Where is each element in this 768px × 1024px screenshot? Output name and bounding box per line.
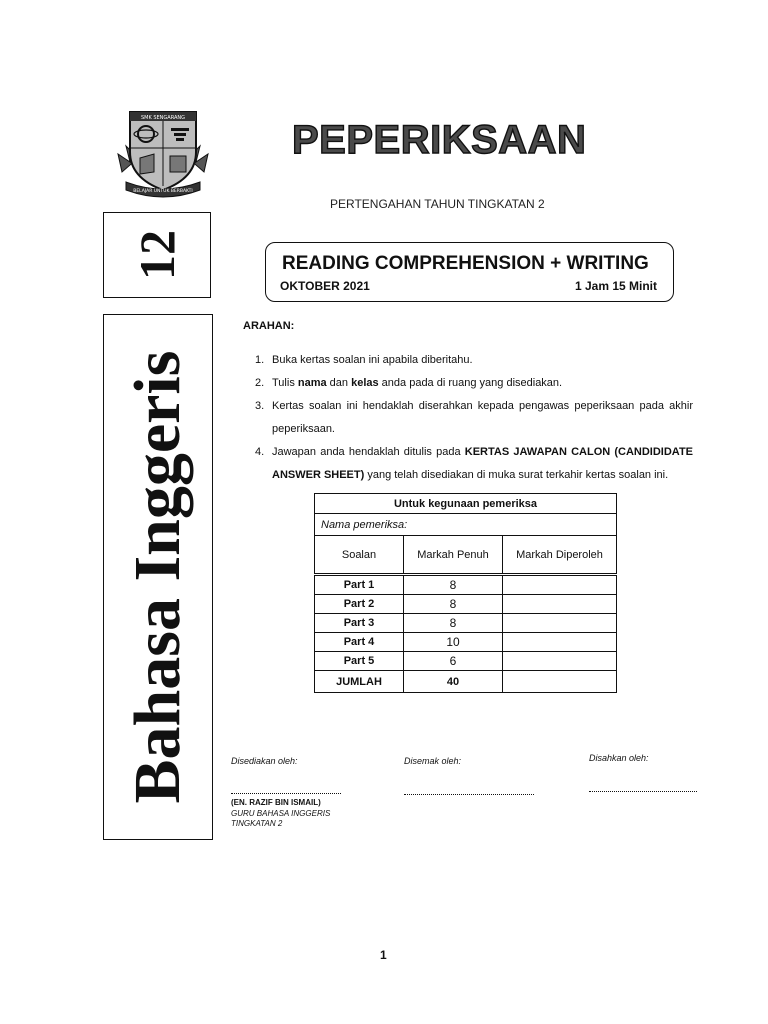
preparer-role-line: TINGKATAN 2 <box>231 819 283 828</box>
marks-obtained <box>503 614 617 633</box>
full-marks: 8 <box>404 614 503 633</box>
part-label: Part 3 <box>315 614 404 633</box>
instruction-text: dan <box>326 377 352 389</box>
instruction-item <box>255 372 693 395</box>
examiner-name-field: Nama pemeriksa: <box>315 514 617 536</box>
part-label: Part 4 <box>315 633 404 652</box>
instruction-bold-text: KERTAS JAWAPAN CALON (CANDIDIDATE ANSWER SHEET) <box>272 446 693 481</box>
page-number: 1 <box>380 948 387 962</box>
marks-obtained <box>503 652 617 671</box>
preparer-role <box>231 809 330 829</box>
total-full-marks: 40 <box>404 671 503 693</box>
table-row <box>315 652 617 671</box>
instruction-number: 3. <box>255 400 265 412</box>
preparer-role-line: GURU BAHASA INGGERIS <box>231 809 331 818</box>
full-marks: 10 <box>404 633 503 652</box>
school-crest-icon <box>116 100 210 198</box>
instruction-text: Jawapan anda hendaklah ditulis pada <box>272 446 465 458</box>
instruction-item <box>255 349 693 372</box>
subject-name: Bahasa Inggeris <box>121 350 194 804</box>
marks-obtained <box>503 633 617 652</box>
approved-signature-line <box>589 791 697 792</box>
column-header-question: Soalan <box>315 536 404 575</box>
instruction-item <box>255 441 693 487</box>
instruction-text: anda pada di ruang yang disediakan. <box>378 377 563 389</box>
prepared-by-label: Disediakan oleh: <box>231 756 298 766</box>
exam-subtitle: PERTENGAHAN TAHUN TINGKATAN 2 <box>330 197 545 211</box>
prepared-signature-line <box>231 793 341 794</box>
full-marks: 6 <box>404 652 503 671</box>
part-label: Part 5 <box>315 652 404 671</box>
column-header-full-marks: Markah Penuh <box>404 536 503 575</box>
instruction-item <box>255 395 693 441</box>
instruction-text: yang telah disediakan di muka surat terkahir kertas soalan ini. <box>364 469 669 481</box>
part-label: Part 2 <box>315 595 404 614</box>
marks-obtained <box>503 575 617 595</box>
full-marks: 8 <box>404 575 503 595</box>
checked-signature-line <box>404 794 534 795</box>
full-marks: 8 <box>404 595 503 614</box>
paper-info-box <box>265 242 674 302</box>
instruction-text: Tulis <box>272 377 298 389</box>
total-label: JUMLAH <box>315 671 404 693</box>
crest-top-text: SMK SENGARANG <box>140 115 186 121</box>
paper-name: READING COMPREHENSION + WRITING <box>282 253 649 274</box>
total-marks-obtained <box>503 671 617 693</box>
paper-number-box <box>103 212 211 298</box>
instruction-text: Buka kertas soalan ini apabila diberitahu. <box>272 354 473 366</box>
total-row <box>315 671 617 693</box>
examiner-table <box>314 493 617 693</box>
table-header: Untuk kegunaan pemeriksa <box>315 494 617 514</box>
column-header-marks-obtained: Markah Diperoleh <box>503 536 617 575</box>
exam-title: PEPERIKSAAN <box>292 118 587 162</box>
checked-by-label: Disemak oleh: <box>404 756 462 766</box>
crest-motto: BELAJAR UNTUK BERBAKTI <box>133 189 193 194</box>
paper-month: OKTOBER 2021 <box>280 279 370 293</box>
instruction-bold-text: kelas <box>351 377 379 389</box>
instruction-number: 1. <box>255 354 265 366</box>
subject-box <box>103 314 213 840</box>
instructions-heading: ARAHAN: <box>243 320 295 332</box>
instruction-number: 2. <box>255 377 265 389</box>
instruction-number: 4. <box>255 446 265 458</box>
marks-obtained <box>503 595 617 614</box>
paper-duration: 1 Jam 15 Minit <box>574 279 657 293</box>
instructions-list <box>255 349 693 487</box>
table-row <box>315 633 617 652</box>
preparer-name: (EN. RAZIF BIN ISMAIL) <box>231 798 321 807</box>
table-row <box>315 614 617 633</box>
part-label: Part 1 <box>315 575 404 595</box>
table-row <box>315 575 617 595</box>
approved-by-label: Disahkan oleh: <box>589 753 649 763</box>
table-row <box>315 595 617 614</box>
instruction-bold-text: nama <box>297 377 327 389</box>
paper-number: 12 <box>129 230 185 280</box>
instruction-text: Kertas soalan ini hendaklah diserahkan kepada pengawas peperiksaan pada akhir peperiksaan. <box>272 400 693 435</box>
